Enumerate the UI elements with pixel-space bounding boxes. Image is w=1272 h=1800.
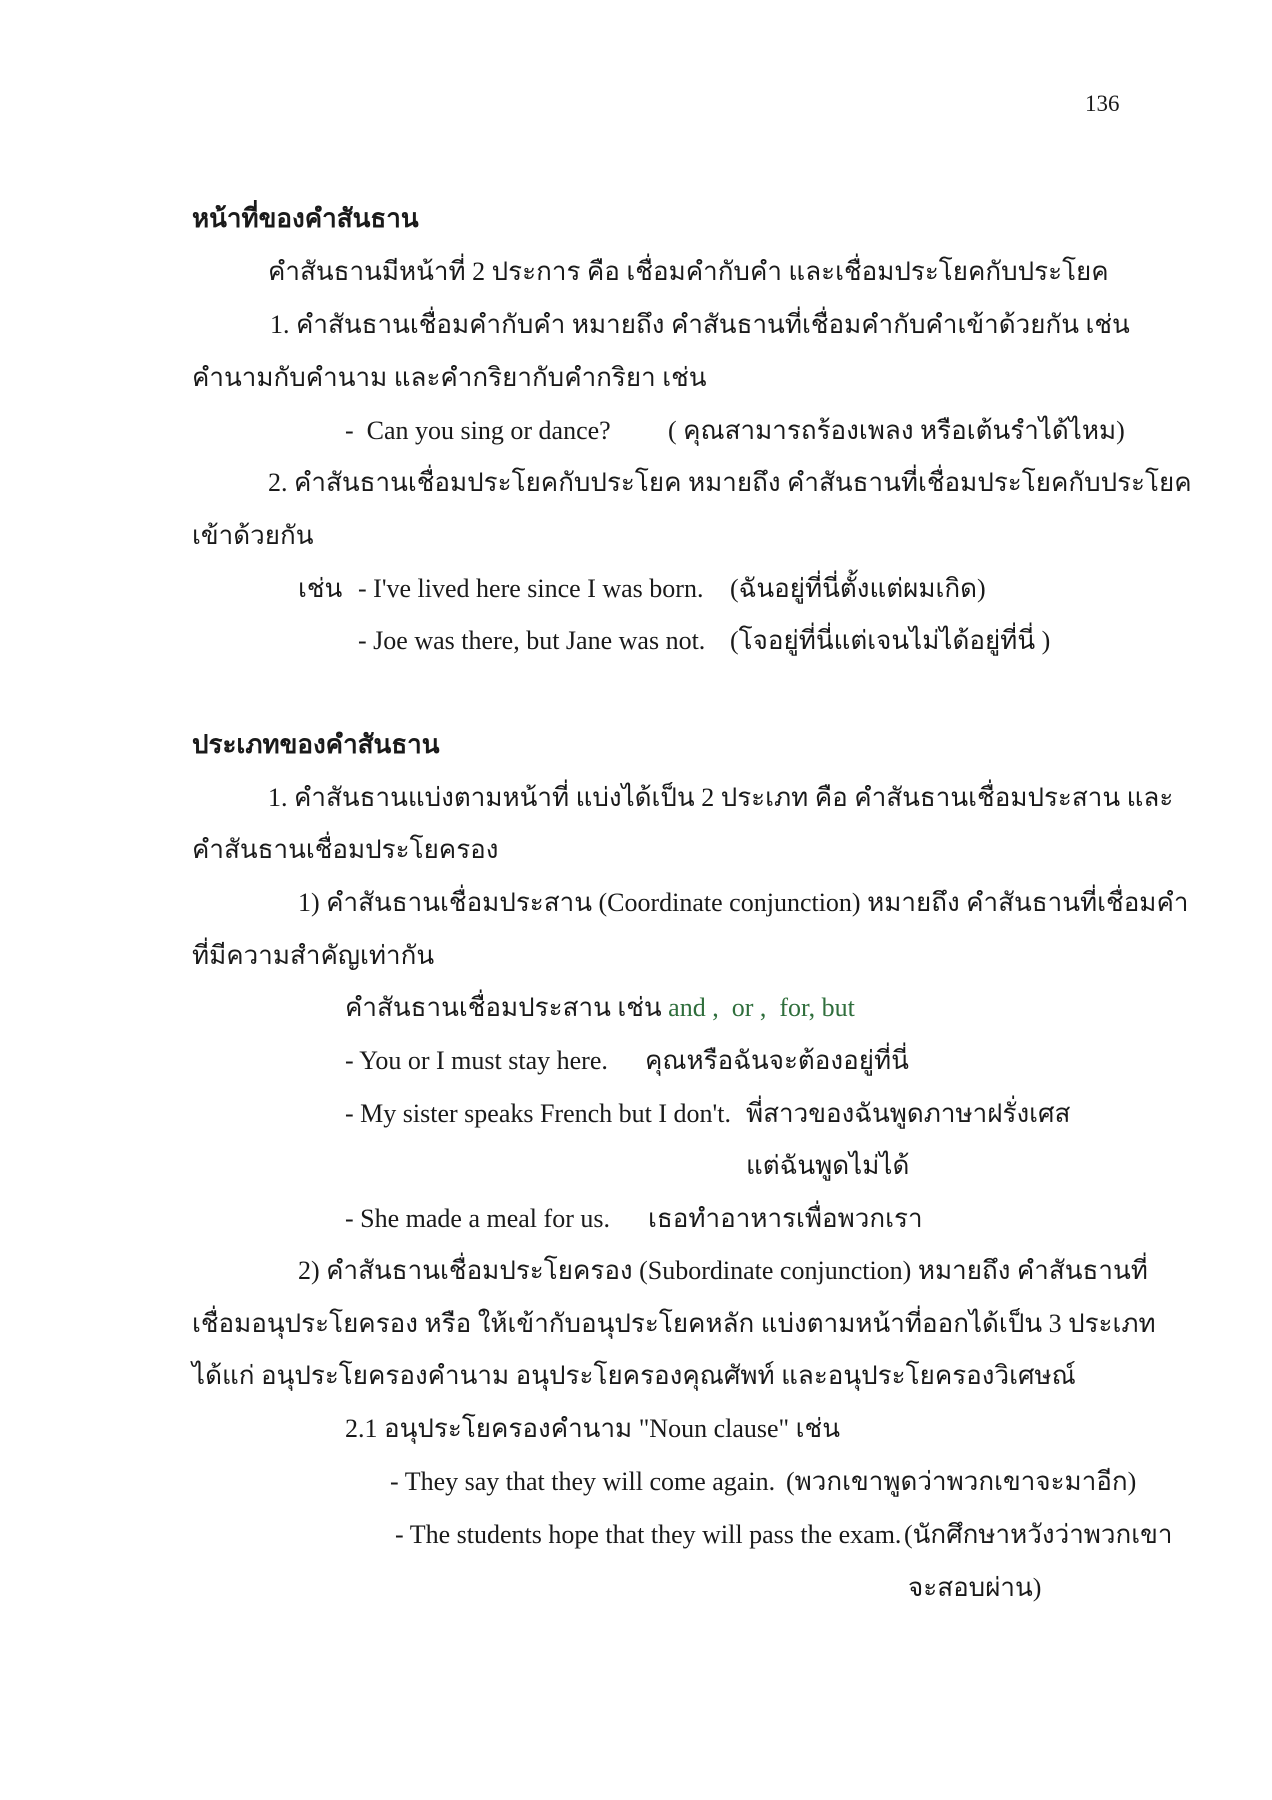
paragraph-types-item1-line1: 1. คำสันธานแบ่งตามหน้าที่ แบ่งได้เป็น 2 ประเภท คือ คำสันธานเชื่อมประสาน และ [268, 783, 1174, 812]
paragraph-types-item1-line2: คำสันธานเชื่อมประโยครอง [192, 835, 499, 864]
paragraph-subordinate-line3: ได้แก่ อนุประโยครองคำนาม อนุประโยครองคุณศัพท์ และอนุประโยครองวิเศษณ์ [192, 1361, 1076, 1390]
example-2-english: - I've lived here since I was born. [358, 574, 704, 603]
example-1-thai: ( คุณสามารถร้องเพลง หรือเต้นรำได้ไหม) [668, 416, 1125, 445]
section-heading-functions: หน้าที่ของคำสันธาน [192, 204, 419, 233]
noun-example-1-thai: (พวกเขาพูดว่าพวกเขาจะมาอีก) [786, 1467, 1137, 1496]
coordinate-words: and , or , for, but [668, 993, 855, 1022]
paragraph-item1-line2: คำนามกับคำนาม และคำกริยากับคำกริยา เช่น [192, 363, 707, 392]
example-3-english: - Joe was there, but Jane was not. [358, 626, 706, 655]
paragraph-item1-line1: 1. คำสันธานเชื่อมคำกับคำ หมายถึง คำสันธานที่เชื่อมคำกับคำเข้าด้วยกัน เช่น [270, 310, 1130, 339]
coordinate-example-2-english: - My sister speaks French but I don't. [345, 1099, 731, 1128]
coordinate-label: คำสันธานเชื่อมประสาน เช่น [345, 993, 669, 1022]
example-1 [345, 414, 611, 448]
paragraph-item2-line1: 2. คำสันธานเชื่อมประโยคกับประโยค หมายถึง คำสันธานที่เชื่อมประโยคกับประโยค [268, 468, 1192, 497]
coordinate-example-2-thai-line1: พี่สาวของฉันพูดภาษาฝรั่งเศส [746, 1099, 1071, 1128]
example-1-english: - Can you sing or dance? [345, 416, 611, 445]
paragraph-subordinate-line1: 2) คำสันธานเชื่อมประโยครอง (Subordinate conjunction) หมายถึง คำสันธานที่ [298, 1256, 1148, 1285]
coordinate-example-2-thai-line2: แต่ฉันพูดไม่ได้ [746, 1151, 910, 1180]
paragraph-intro: คำสันธานมีหน้าที่ 2 ประการ คือ เชื่อมคำกับคำ และเชื่อมประโยคกับประโยค [268, 257, 1109, 286]
paragraph-item2-line2: เข้าด้วยกัน [192, 521, 314, 550]
noun-example-2-thai-line2: จะสอบผ่าน) [908, 1573, 1042, 1602]
example-3-thai: (โจอยู่ที่นี่แต่เจนไม่ได้อยู่ที่นี่ ) [730, 626, 1051, 655]
noun-clause-heading: 2.1 อนุประโยครองคำนาม "Noun clause" เช่น [345, 1414, 840, 1443]
section-heading-types: ประเภทของคำสันธาน [192, 730, 440, 759]
page-number: 136 [1085, 91, 1120, 116]
coordinate-example-1-thai: คุณหรือฉันจะต้องอยู่ที่นี่ [645, 1046, 909, 1075]
coordinate-example-3-thai: เธอทำอาหารเพื่อพวกเรา [648, 1204, 923, 1233]
example-2-prefix: เช่น [298, 574, 343, 603]
noun-example-2-thai-line1: (นักศึกษาหวังว่าพวกเขา [904, 1520, 1173, 1549]
coordinate-examples-line [345, 991, 855, 1025]
paragraph-coordinate-line1: 1) คำสันธานเชื่อมประสาน (Coordinate conjunction) หมายถึง คำสันธานที่เชื่อมคำ [298, 888, 1189, 917]
paragraph-subordinate-line2: เชื่อมอนุประโยครอง หรือ ให้เข้ากับอนุประโยคหลัก แบ่งตามหน้าที่ออกได้เป็น 3 ประเภท [192, 1309, 1156, 1338]
noun-example-1-english: - They say that they will come again. [390, 1467, 776, 1496]
coordinate-example-1-english: - You or I must stay here. [345, 1046, 608, 1075]
coordinate-example-3-english: - She made a meal for us. [345, 1204, 610, 1233]
noun-example-2-english: - The students hope that they will pass the exam. [395, 1520, 902, 1549]
example-2-thai: (ฉันอยู่ที่นี่ตั้งแต่ผมเกิด) [730, 574, 986, 603]
paragraph-coordinate-line2: ที่มีความสำคัญเท่ากัน [192, 941, 435, 970]
